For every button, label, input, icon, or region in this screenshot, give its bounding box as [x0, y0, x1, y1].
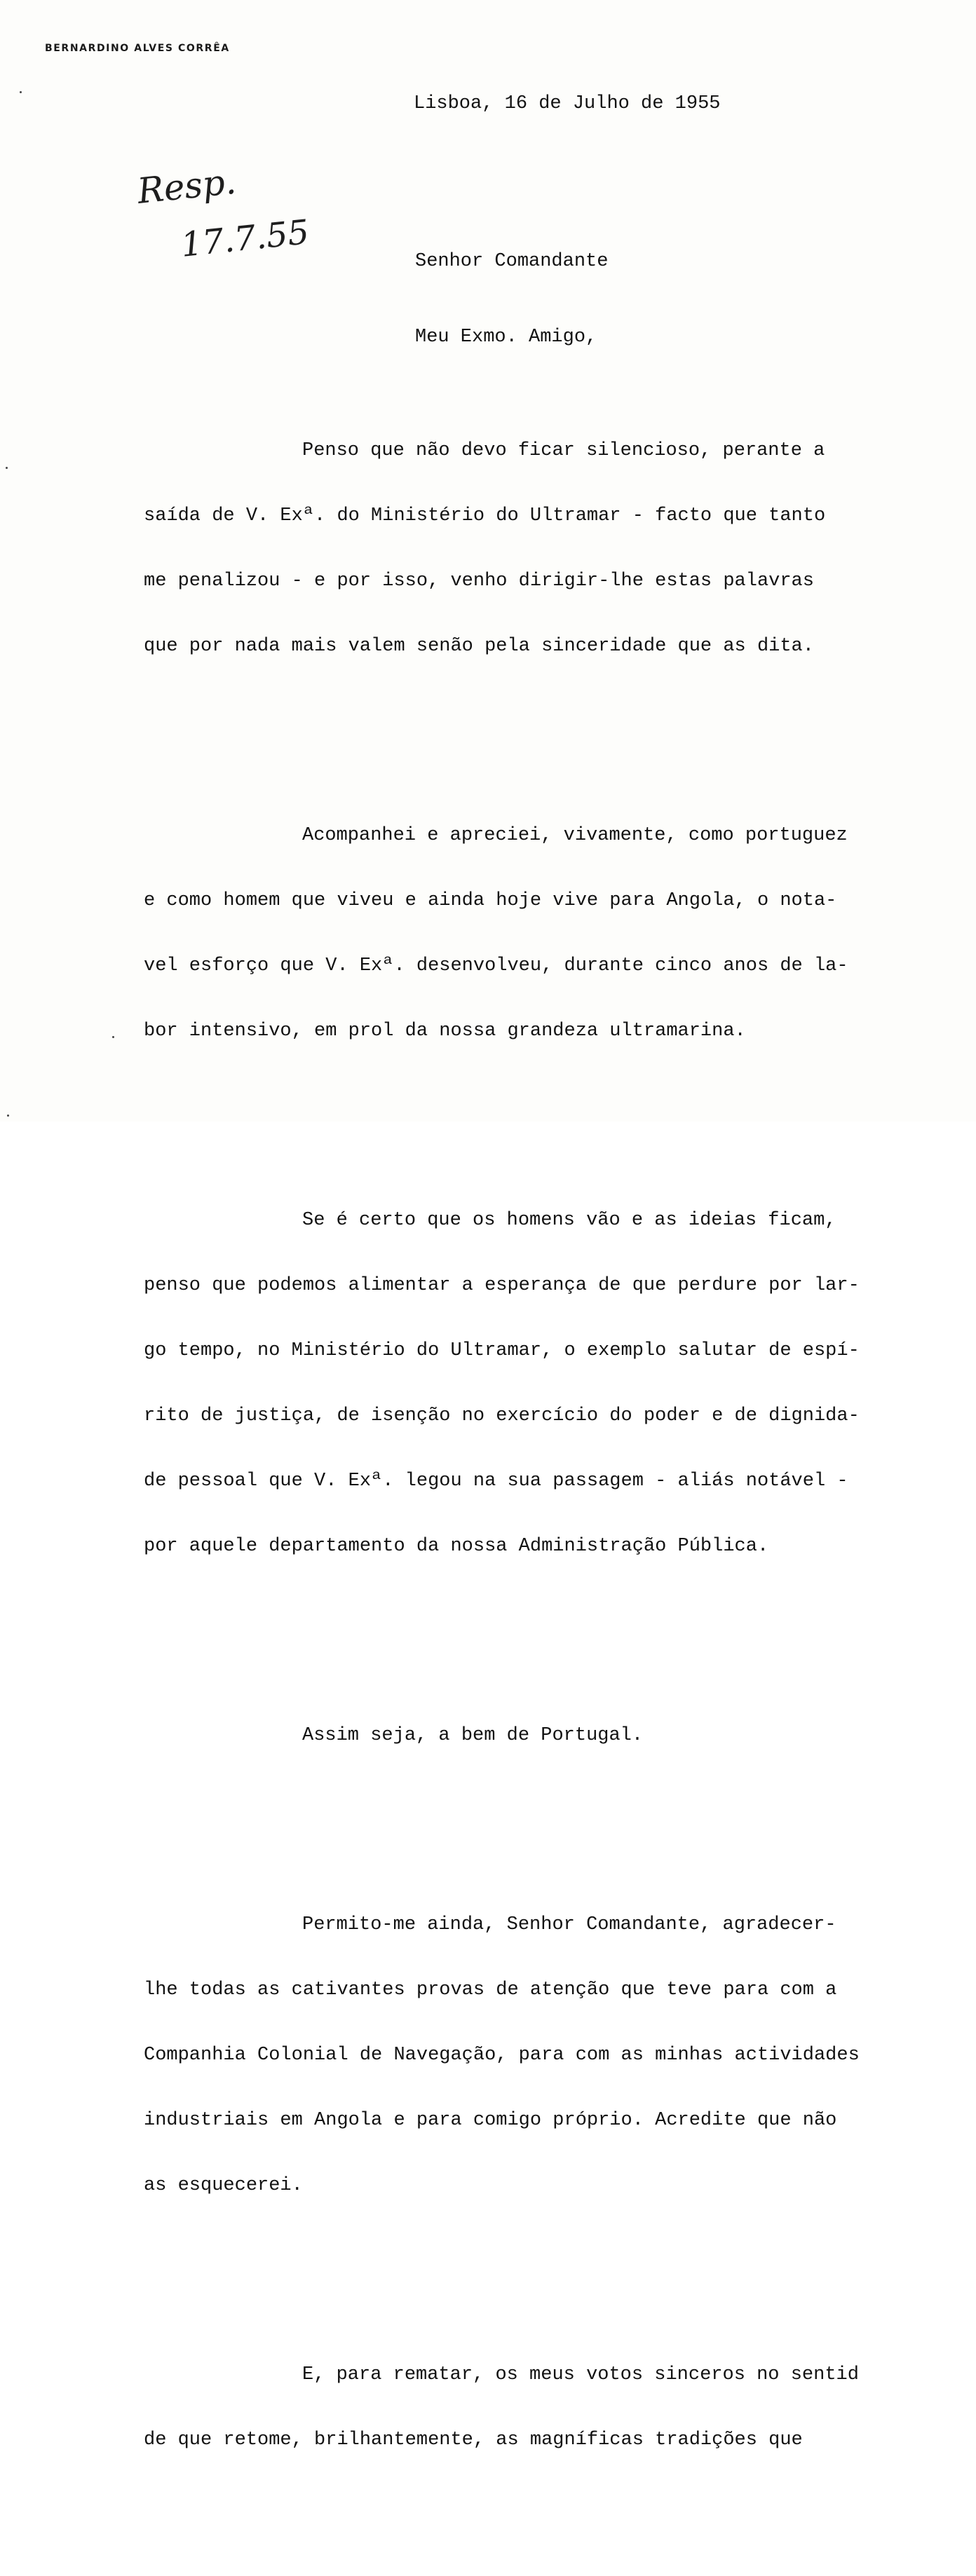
paper-speck: [6, 467, 8, 469]
text-line: de pessoal que V. Exª. legou na sua passagem - aliás notável -: [144, 1471, 848, 1492]
annotation-line-2: 17.7.55: [179, 212, 311, 265]
text-line: Acompanhei e apreciei, vivamente, como portuguez: [302, 825, 848, 846]
text-line: que por nada mais valem senão pela sinceridade que as dita.: [144, 636, 814, 657]
text-line: bor intensivo, em prol da nossa grandeza ultramarina.: [144, 1021, 746, 1042]
text-line: vel esforço que V. Exª. desenvolveu, durante cinco anos de la-: [144, 955, 848, 976]
text-line: por aquele departamento da nossa Administração Pública.: [144, 1536, 769, 1557]
text-line: as esquecerei.: [144, 2175, 303, 2196]
salutation-line-1: Senhor Comandante: [415, 251, 609, 272]
text-line: Companhia Colonial de Navegação, para com as minhas actividades: [144, 2045, 860, 2066]
letterhead-name: BERNARDINO ALVES CORRÊA: [45, 43, 230, 54]
annotation-line-1: Resp.: [135, 161, 238, 212]
paragraph-5: [144, 1872, 887, 2240]
paragraph-2: [144, 782, 887, 1085]
text-line: penso que podemos alimentar a esperança de que perdure por lar-: [144, 1275, 860, 1296]
text-line: E, para rematar, os meus votos sinceros no sentid: [302, 2364, 859, 2385]
text-line: lhe todas as cativantes provas de atenção que teve para com a: [144, 1979, 837, 2001]
handwritten-annotation: [132, 160, 311, 279]
paper-speck: [112, 1036, 114, 1038]
dateline: Lisboa, 16 de Julho de 1955: [414, 93, 721, 114]
text-line: Penso que não devo ficar silencioso, perante a: [302, 440, 825, 461]
letter-body: [144, 334, 887, 2576]
text-line: rito de justiça, de isenção no exercício do poder e de dignida-: [144, 1405, 860, 1426]
paragraph-1: [144, 397, 887, 700]
paper-speck: [7, 1115, 9, 1117]
text-line: de que retome, brilhantemente, as magníficas tradições que: [144, 2430, 803, 2451]
text-line: Permito-me ainda, Senhor Comandante, agradecer-: [302, 1914, 836, 1935]
text-line: e como homem que viveu e ainda hoje vive para Angola, o nota-: [144, 890, 837, 911]
paper-speck: [20, 91, 22, 93]
text-line: me penalizou - e por isso, venho dirigir-lhe estas palavras: [144, 571, 814, 592]
text-line: saída de V. Exª. do Ministério do Ultramar - facto que tanto: [144, 505, 826, 526]
text-line: Se é certo que os homens vão e as ideias ficam,: [302, 1210, 836, 1231]
text-line: industriais em Angola e para comigo próprio. Acredite que não: [144, 2110, 837, 2131]
paragraph-3: [144, 1167, 887, 1600]
paragraph-6: [144, 2322, 887, 2494]
text-line: go tempo, no Ministério do Ultramar, o exemplo salutar de espí-: [144, 1340, 860, 1361]
paragraph-4: [144, 1682, 887, 1790]
text-line: Assim seja, a bem de Portugal.: [302, 1725, 644, 1746]
salutation-line-2: Meu Exmo. Amigo,: [415, 327, 597, 348]
